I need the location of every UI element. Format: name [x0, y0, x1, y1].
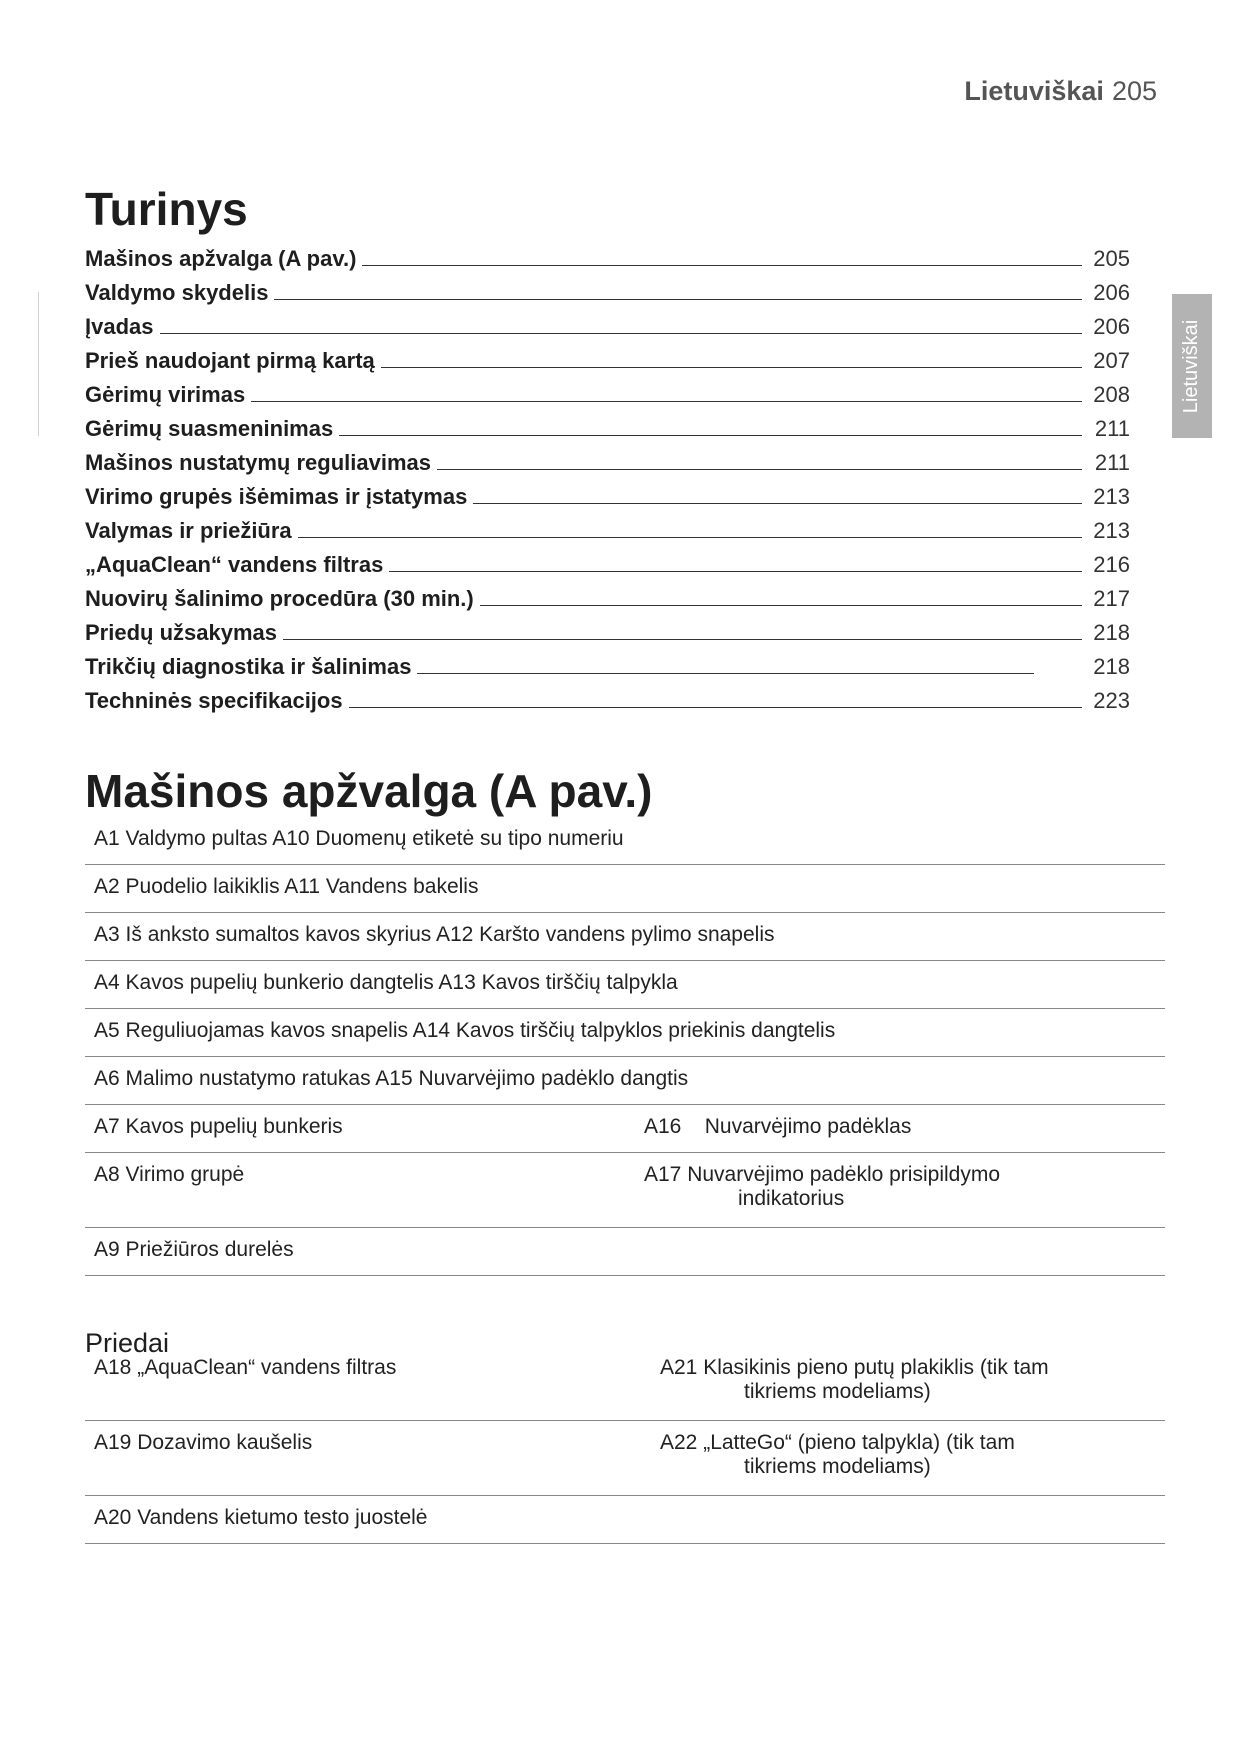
table-row: A6 Malimo nustatymo ratukas A15 Nuvarvėjimo padėklo dangtis — [85, 1057, 1165, 1105]
language-side-tab — [1172, 294, 1212, 438]
toc-item[interactable]: Gėrimų virimas 208 — [85, 382, 1130, 407]
toc-item[interactable]: Prieš naudojant pirmą kartą 207 — [85, 348, 1130, 373]
cell-right: A17 Nuvarvėjimo padėklo prisipildymo indikatorius — [644, 1163, 1000, 1210]
cell-left: A8 Virimo grupė — [94, 1163, 245, 1186]
cell-left: A19 Dozavimo kaušelis — [94, 1431, 313, 1454]
accessories-title: Priedai — [85, 1328, 170, 1359]
cell-right: A16 Nuvarvėjimo padėklas — [644, 1115, 912, 1138]
table-row — [85, 1421, 1165, 1496]
table-of-contents — [85, 238, 1130, 714]
header-language: Lietuviškai — [964, 76, 1104, 106]
table-row — [85, 1105, 1165, 1153]
accessories-table — [85, 1346, 1165, 1544]
toc-title: Turinys — [85, 183, 248, 235]
cell-left: A20 Vandens kietumo testo juostelė — [94, 1506, 428, 1529]
toc-item[interactable]: Gėrimų suasmeninimas 211 — [85, 416, 1130, 441]
table-row: A3 Iš anksto sumaltos kavos skyrius A12 Karšto vandens pylimo snapelis — [85, 913, 1165, 961]
table-row — [85, 1346, 1165, 1421]
margin-line — [38, 292, 39, 436]
cell-left: A18 „AquaClean“ vandens filtras — [94, 1356, 397, 1379]
page-number: 205 — [1111, 76, 1157, 106]
cell-left: A7 Kavos pupelių bunkeris — [94, 1115, 343, 1138]
table-row: A4 Kavos pupelių bunkerio dangtelis A13 Kavos tirščių talpykla — [85, 961, 1165, 1009]
toc-item[interactable]: Techninės specifikacijos 223 — [85, 688, 1130, 713]
table-row: A9 Priežiūros durelės — [85, 1228, 1165, 1276]
toc-item[interactable]: Priedų užsakymas 218 — [85, 620, 1130, 645]
toc-item[interactable]: Valdymo skydelis 206 — [85, 280, 1130, 305]
toc-item[interactable]: Nuovirų šalinimo procedūra (30 min.) 217 — [85, 586, 1130, 611]
table-row: A5 Reguliuojamas kavos snapelis A14 Kavos tirščių talpyklos priekinis dangtelis — [85, 1009, 1165, 1057]
table-row: A2 Puodelio laikiklis A11 Vandens bakelis — [85, 865, 1165, 913]
page-header — [964, 76, 1157, 107]
toc-item[interactable]: „AquaClean“ vandens filtras 216 — [85, 552, 1130, 577]
table-row: A1 Valdymo pultas A10 Duomenų etiketė su tipo numeriu — [85, 817, 1165, 865]
table-row — [85, 1153, 1165, 1228]
overview-parts-table — [85, 817, 1165, 1276]
overview-title: Mašinos apžvalga (A pav.) — [85, 765, 653, 817]
toc-item[interactable]: Mašinos nustatymų reguliavimas 211 — [85, 450, 1130, 475]
toc-item[interactable]: Įvadas 206 — [85, 314, 1130, 339]
toc-item[interactable]: Mašinos apžvalga (A pav.) 205 — [85, 246, 1130, 271]
toc-item[interactable]: Valymas ir priežiūra 213 — [85, 518, 1130, 543]
toc-item[interactable]: Trikčių diagnostika ir šalinimas 218 — [85, 654, 1130, 679]
cell-right: A21 Klasikinis pieno putų plakiklis (tik tam tikriems modeliams) — [660, 1356, 1049, 1403]
table-row — [85, 1496, 1165, 1544]
toc-item[interactable]: Virimo grupės išėmimas ir įstatymas 213 — [85, 484, 1130, 509]
cell-right: A22 „LatteGo“ (pieno talpykla) (tik tam tikriems modeliams) — [660, 1431, 1015, 1478]
side-tab-label: Lietuviškai — [1180, 319, 1203, 413]
